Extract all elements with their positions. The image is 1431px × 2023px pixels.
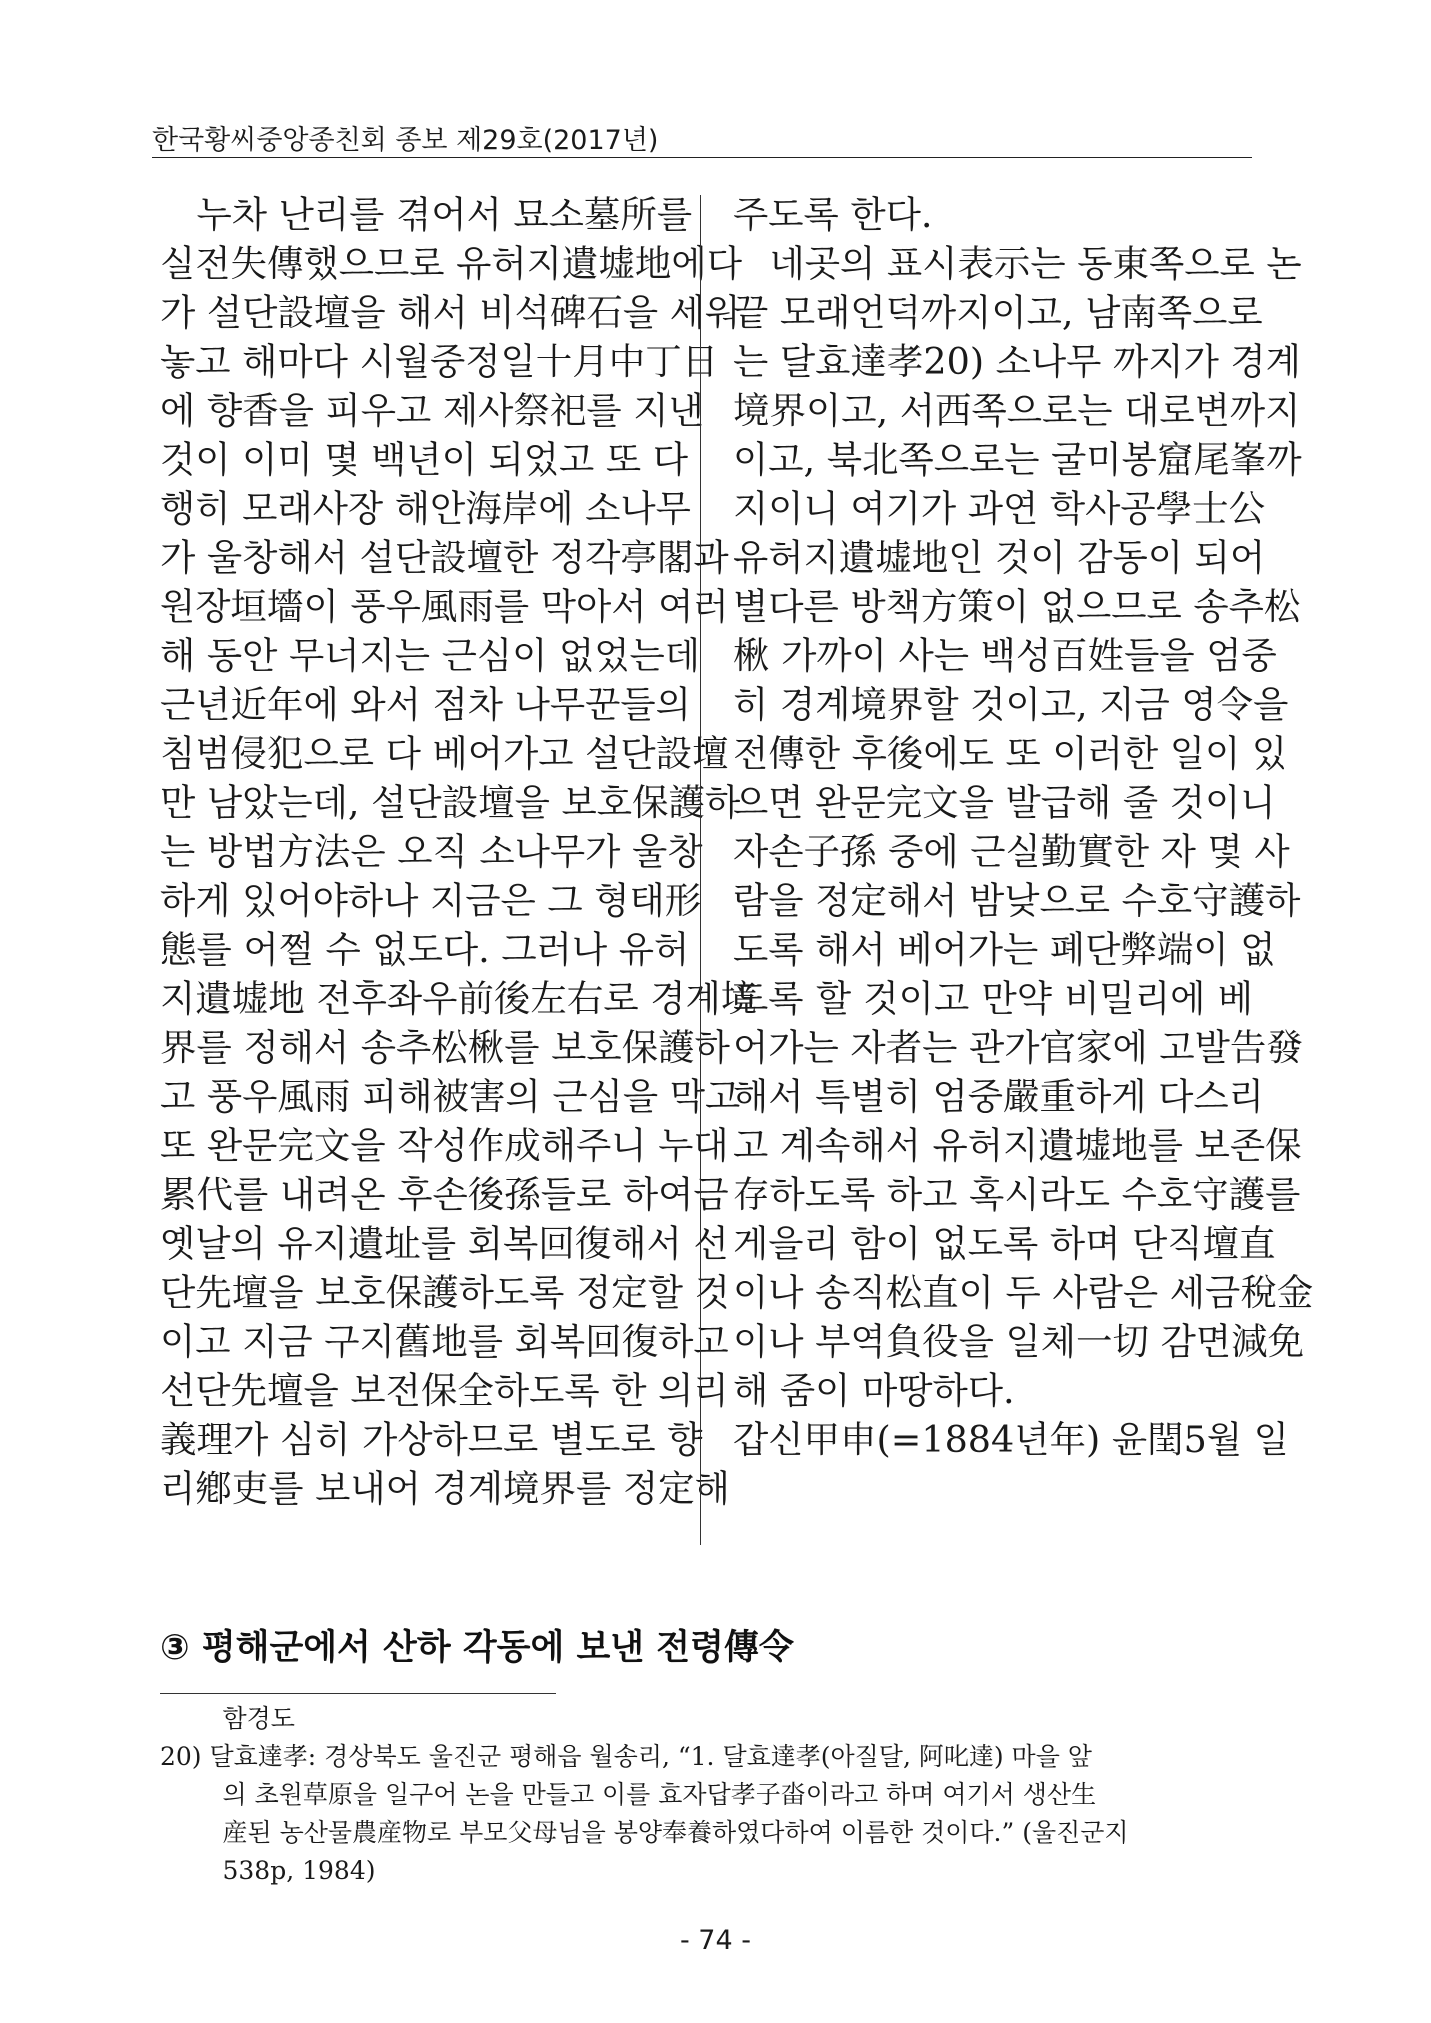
page-header: 한국황씨중앙종친회 종보 제29호(2017년): [152, 125, 659, 156]
text-line: 이고, 북北쪽으로는 굴미봉窟尾峯까: [733, 438, 1302, 481]
page-number: - 74 -: [679, 1925, 751, 1956]
footnotes: [160, 1700, 1250, 1890]
section-title: ③ 평해군에서 산하 각동에 보낸 전령傳令: [160, 1628, 794, 1668]
footnote-line: 産된 농산물農産物로 부모父母님을 봉양奉養하였다하여 이름한 것이다.” (울진군지: [222, 1818, 1129, 1847]
text-line: 이나 부역負役을 일체一切 감면減免: [733, 1320, 1305, 1363]
text-line: 楸 가까이 사는 백성百姓들을 엄중: [733, 634, 1277, 677]
text-line: 態를 어쩔 수 없도다. 그러나 유허: [160, 928, 690, 971]
text-line: 또 완문完文을 작성作成해주니 누대: [160, 1124, 729, 1167]
text-line: 이고 지금 구지舊地를 회복回復하고: [160, 1320, 729, 1363]
text-line: 끝 모래언덕까지이고, 남南쪽으로: [733, 291, 1263, 334]
text-line: 해 동안 무너지는 근심이 없었는데: [160, 634, 701, 677]
text-line: 근년近年에 와서 점차 나무꾼들의: [160, 683, 691, 726]
text-line: 으면 완문完文을 발급해 줄 것이니: [733, 781, 1276, 824]
text-line: 선단先壇을 보전保全하도록 한 의리: [160, 1369, 729, 1412]
text-line: 행히 모래사장 해안海岸에 소나무: [160, 487, 691, 530]
text-line: 누차 난리를 겪어서 묘소墓所를: [196, 193, 693, 236]
text-line: 는 달효達孝20) 소나무 까지가 경계: [733, 340, 1301, 383]
text-line: 累代를 내려온 후손後孫들로 하여금: [160, 1173, 729, 1216]
footnote-line: 의 초원草原을 일구어 논을 만들고 이를 효자답孝子畓이라고 하며 여기서 생산生: [222, 1780, 1097, 1809]
footnote-line: 20) 달효達孝: 경상북도 울진군 평해읍 월송리, “1. 달효達孝(아질달, 阿叱達) 마을 앞: [160, 1742, 1092, 1771]
text-line: 界를 정해서 송추松楸를 보호保護하: [160, 1026, 730, 1069]
text-line: 갑신甲申(=1884년年) 윤閏5월 일: [733, 1418, 1289, 1461]
text-line: 義理가 심히 가상하므로 별도로 향: [160, 1418, 703, 1461]
text-line: 놓고 해마다 시월중정일十月中丁日: [160, 340, 719, 383]
text-line: 자손子孫 중에 근실勤實한 자 몇 사: [733, 830, 1290, 873]
text-line: 옛날의 유지遺址를 회복回復해서 선: [160, 1222, 729, 1265]
text-line: 도록 할 것이고 만약 비밀리에 베: [733, 977, 1253, 1020]
text-line: 람을 정定해서 밤낮으로 수호守護하: [733, 879, 1301, 922]
text-line: 고 계속해서 유허지遺墟地를 보존保: [733, 1124, 1302, 1167]
text-line: 실전失傳했으므로 유허지遺墟地에다: [160, 242, 742, 285]
text-line: 주도록 한다.: [733, 193, 933, 236]
text-line: 하게 있어야하나 지금은 그 형태形: [160, 879, 702, 922]
text-line: 히 경계境界할 것이고, 지금 영令을: [733, 683, 1289, 726]
text-line: 어가는 자者는 관가官家에 고발告發: [733, 1026, 1303, 1069]
text-line: 지遺墟地 전후좌우前後左右로 경계境: [160, 977, 758, 1020]
column-divider: [700, 195, 701, 1545]
text-line: 원장垣墻이 풍우風雨를 막아서 여러: [160, 585, 729, 628]
text-line: 해서 특별히 엄중嚴重하게 다스리: [733, 1075, 1264, 1118]
right-text-column: [733, 190, 1314, 1464]
text-line: 도록 해서 베어가는 폐단弊端이 없: [733, 928, 1276, 971]
footnote-line: 함경도: [222, 1704, 295, 1733]
text-line: 가 울창해서 설단設壇한 정각亭閣과: [160, 536, 729, 579]
text-line: 가 설단設壇을 해서 비석碑石을 세워: [160, 291, 741, 334]
left-text-column: [160, 190, 758, 1513]
text-line: 전傳한 후後에도 또 이러한 일이 있: [733, 732, 1288, 775]
footnote-rule: [160, 1693, 556, 1694]
text-line: 침범侵犯으로 다 베어가고 설단設壇: [160, 732, 729, 775]
footnote-line: 538p, 1984): [222, 1856, 376, 1885]
text-line: 네곳의 표시表示는 동東쪽으로 논: [769, 242, 1302, 285]
header-rule: [152, 157, 1252, 158]
text-line: 리鄕吏를 보내어 경계境界를 정定해: [160, 1467, 730, 1510]
text-line: 것이 이미 몇 백년이 되었고 또 다: [160, 438, 688, 481]
text-line: 게을리 함이 없도록 하며 단직壇直: [733, 1222, 1276, 1265]
text-line: 만 남았는데, 설단設壇을 보호保護하: [160, 781, 741, 824]
text-line: 에 향香을 피우고 제사祭祀를 지낸: [160, 389, 704, 432]
text-line: 별다른 방책方策이 없으므로 송추松: [733, 585, 1301, 628]
text-line: 해 줌이 마땅하다.: [733, 1369, 1015, 1412]
text-line: 는 방법方法은 오직 소나무가 울창: [160, 830, 703, 873]
text-line: 存하도록 하고 혹시라도 수호守護를: [733, 1173, 1301, 1216]
text-line: 이나 송직松直이 두 사람은 세금稅金: [733, 1271, 1314, 1314]
text-line: 유허지遺墟地인 것이 감동이 되어: [733, 536, 1266, 579]
text-line: 境界이고, 서西쪽으로는 대로변까지: [733, 389, 1301, 432]
text-line: 지이니 여기가 과연 학사공學士公: [733, 487, 1266, 530]
text-line: 단先壇을 보호保護하도록 정定할 것: [160, 1271, 730, 1314]
text-line: 고 풍우風雨 피해被害의 근심을 막고: [160, 1075, 741, 1118]
